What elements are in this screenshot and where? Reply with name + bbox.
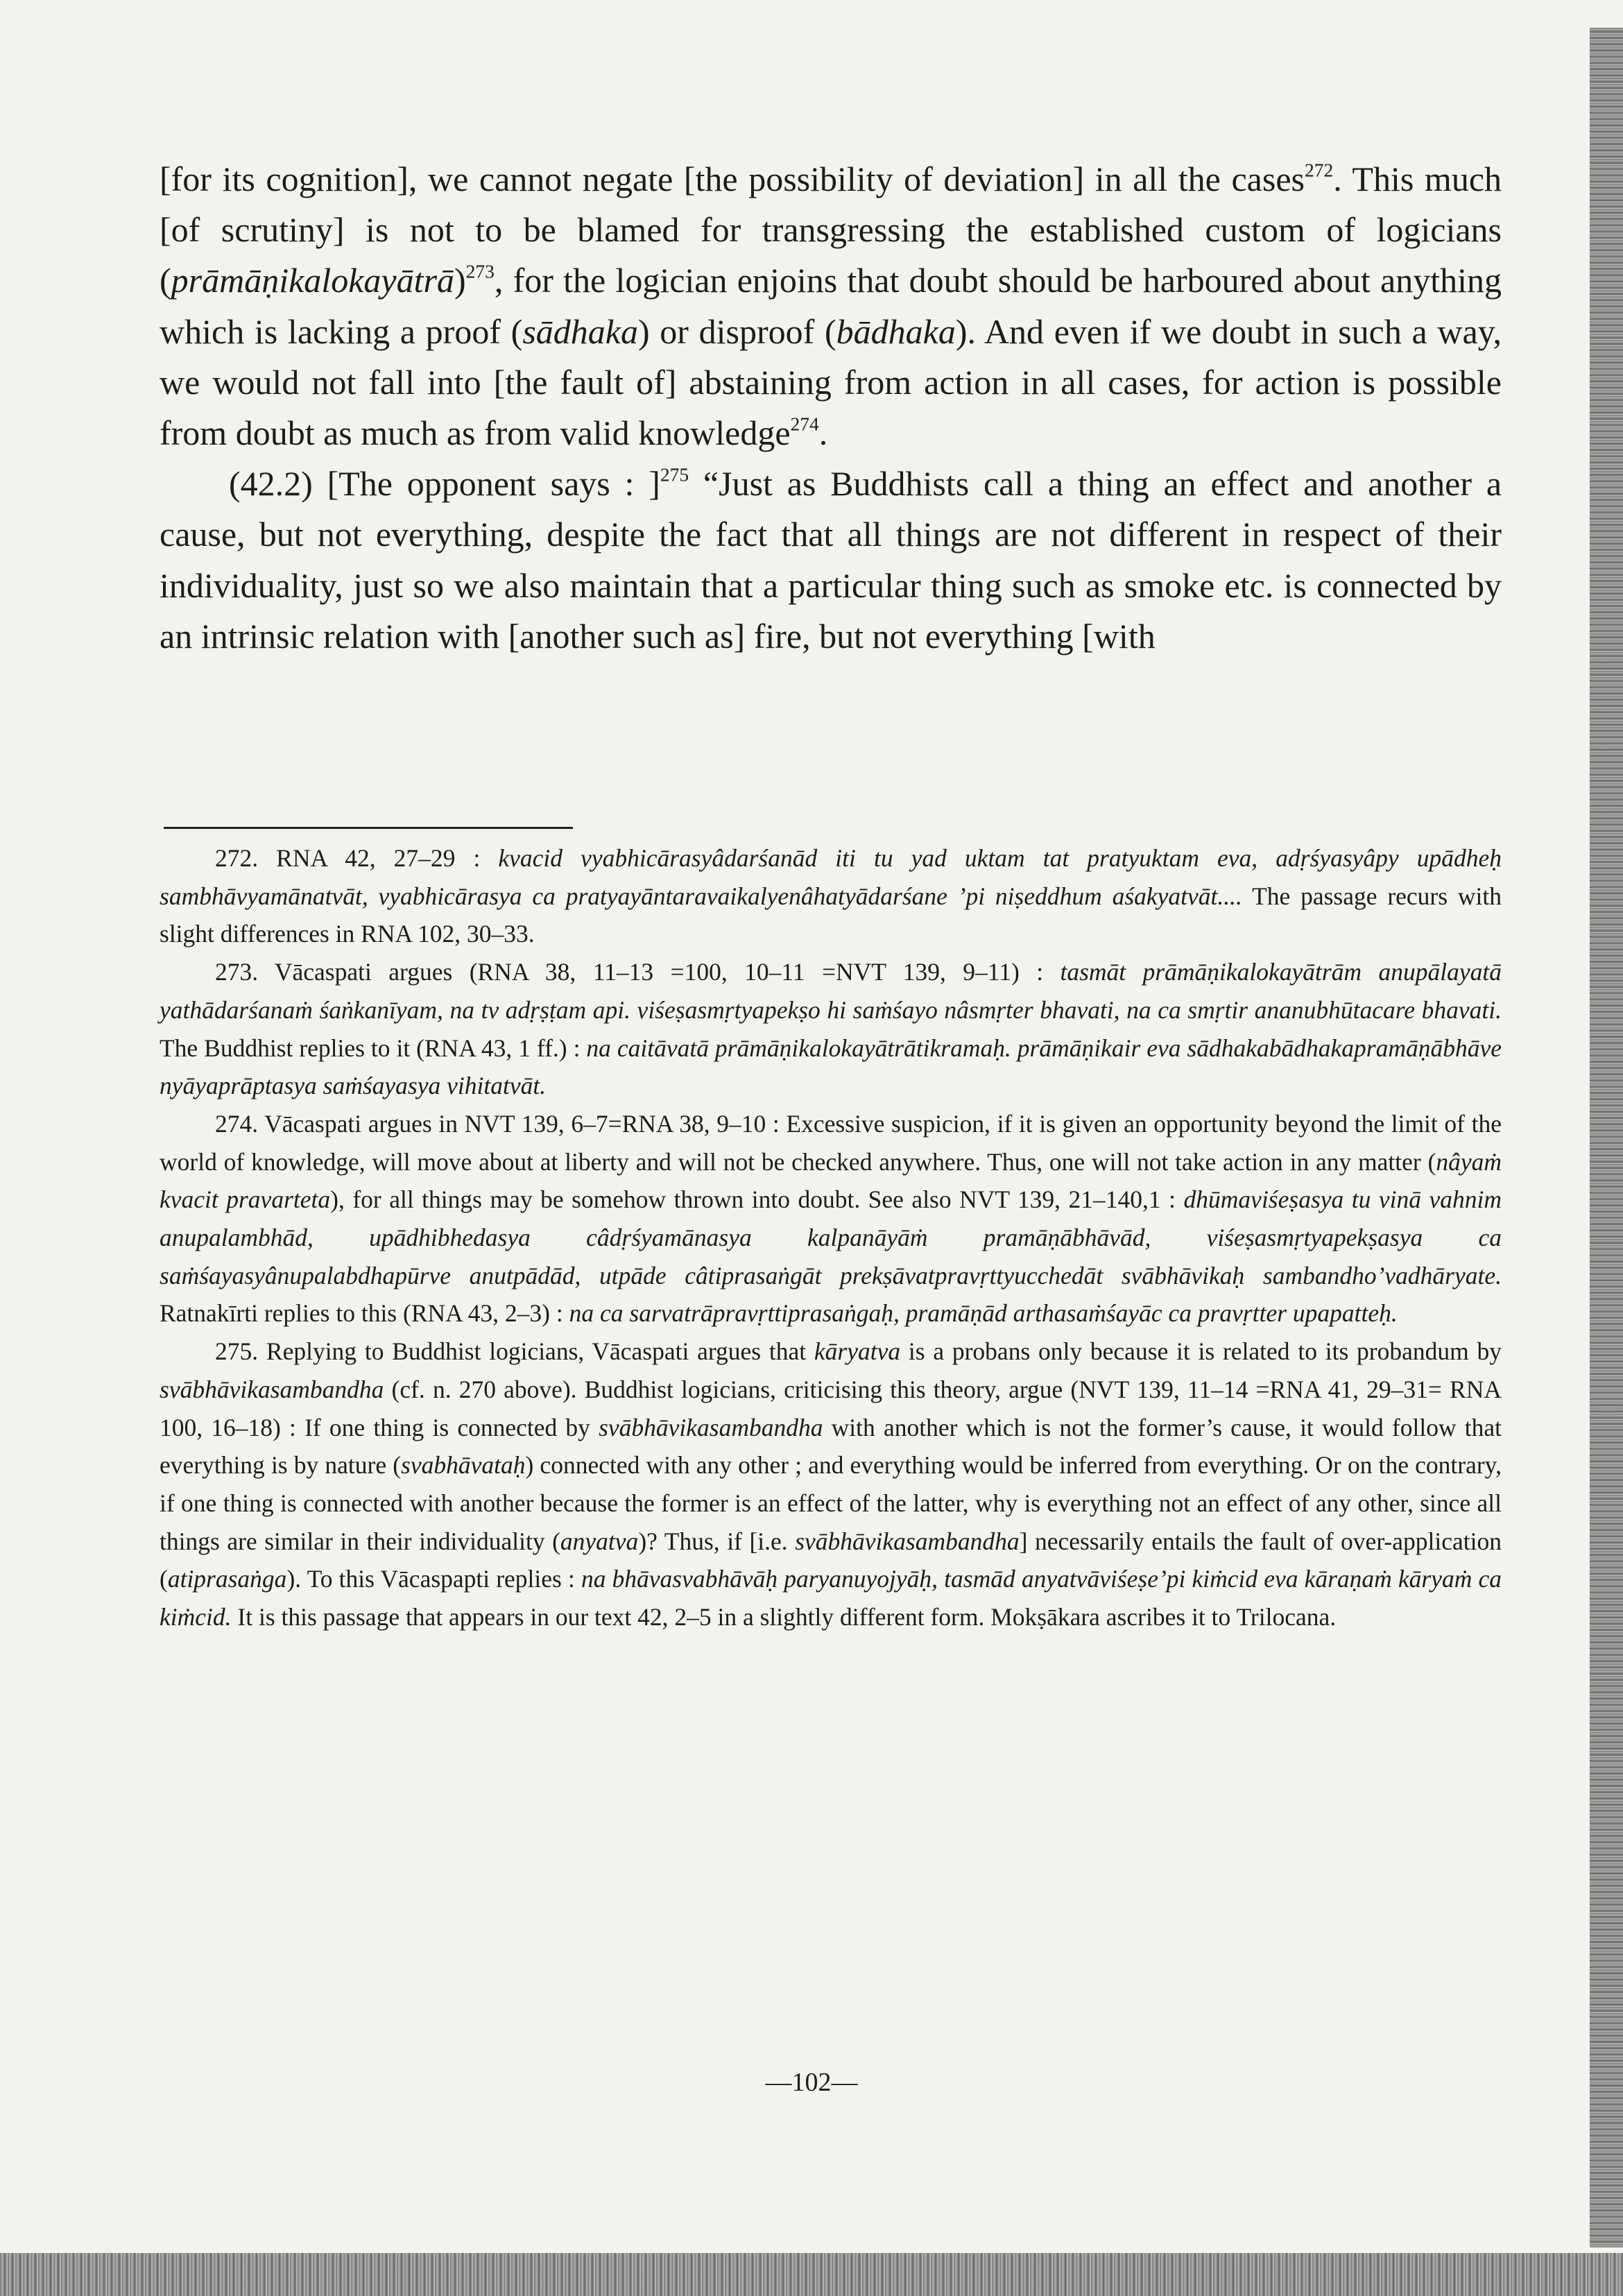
text-run: ) connected with any other ; and everything would be inferred from everything. Or on the contrary, if one thing is connected with another because the former is an effect of the latter, why is everything not an effect of any other, since all things are similar in their individuality ( <box>160 1451 1502 1555</box>
footnote-274 <box>160 1105 1502 1333</box>
text-run: ). To this Vācaspapti replies : <box>286 1565 581 1593</box>
italic-text: kāryatva <box>814 1337 901 1366</box>
italic-text: svābhāvikasambandha <box>160 1375 384 1403</box>
italic-text: bādhaka <box>836 311 956 351</box>
text-run: , for the logician enjoins that doubt should be harboured about anything which is lacking a proof ( <box>160 261 1502 351</box>
italic-text: na ca sarvatrāpravṛttiprasaṅgaḥ, pramāṇād arthasaṁśayāc ca pravṛtter upapatteḥ. <box>569 1299 1398 1328</box>
text-run: [for its cognition], we cannot negate [the possibility of deviation] in all the cases <box>160 160 1305 198</box>
footnotes <box>160 839 1502 1636</box>
text-run: ) or disproof ( <box>637 311 836 351</box>
main-text <box>160 154 1502 662</box>
italic-text: kvacid vyabhicārasyâdarśanād iti tu yad uktam tat pratyuktam eva, adṛśyasyâpy upādheḥ sambhāvyamānatvāt, vyabhicārasya ca pratyayāntaravaikalyenâhatyādarśane ’pi niṣeddhum aśakyatvāt.... <box>160 844 1502 910</box>
italic-text: svābhāvikasambandha <box>599 1413 823 1441</box>
footnote-ref: 273 <box>465 260 495 282</box>
italic-text: dhūmaviśeṣasya tu vinā vahnim anupalambhād, upādhibhedasya câdṛśyamānasya kalpanāyāṁ pramāṇābhāvād, viśeṣasmṛtyapekṣasya ca saṁśayasyânupalabdhapūrve anutpādād, utpāde câtiprasaṅgāt prekṣāvatpravṛttyucchedāt svābhāvikaḥ sambandho’vadhāryate. <box>160 1185 1502 1290</box>
text-run: )? Thus, if [i.e. <box>638 1527 796 1555</box>
footnote-ref: 274 <box>790 413 819 435</box>
italic-text: sādhaka <box>522 311 638 351</box>
italic-text: svābhāvikasambandha <box>795 1527 1020 1555</box>
text-run: 272. RNA 42, 27–29 : <box>215 844 499 872</box>
text-run: ) <box>454 261 466 300</box>
main-paragraph-1 <box>160 154 1502 459</box>
page-number: —102— <box>765 2068 858 2097</box>
footnote-275 <box>160 1333 1502 1636</box>
text-run: . This much [of scrutiny] is not to be blamed for transgressing the established custom of logicians ( <box>160 160 1502 300</box>
text-run: . <box>818 413 828 453</box>
text-run: “Just as Buddhists call a thing an effect and another a cause, but not everything, despite the fact that all things are not different in respect of their individuality, just so we also maintain that a particular thing such as smoke etc. is connected by an intrinsic relation with [another such as] fire, but not everything [with <box>160 464 1502 656</box>
text-run: The passage recurs with slight differences in RNA 102, 30–33. <box>160 882 1502 948</box>
italic-text: svabhāvataḥ <box>401 1451 526 1480</box>
text-run: Ratnakīrti replies to this (RNA 43, 2–3) : <box>160 1299 569 1328</box>
text-run: ). And even if we doubt in such a way, we would not fall into [the fault of] abstaining from action in all cases, for action is possible from doubt as much as from valid knowledge <box>160 311 1502 453</box>
footnote-273 <box>160 953 1502 1105</box>
italic-text: na caitāvatā prāmāṇikalokayātrātikramaḥ. prāmāṇikair eva sādhakabādhakapramāṇābhāve nyāyaprāptasya saṁśayasya vihitatvāt. <box>160 1034 1502 1100</box>
text-run: (42.2) [The opponent says : ] <box>229 464 660 504</box>
text-run: 274. Vācaspati argues in NVT 139, 6–7=RNA 38, 9–10 : Excessive suspicion, if it is given an opportunity beyond the limit of the world of knowledge, will move about at liberty and will not be checked anywhere. Thus, one will not take action in any matter ( <box>160 1109 1502 1176</box>
text-run: ] necessarily entails the fault of over-application ( <box>160 1527 1502 1593</box>
footnote-ref: 275 <box>660 463 689 486</box>
italic-text: atiprasaṅga <box>167 1565 287 1593</box>
italic-text: tasmāt prāmāṇikalokayātrām anupālayatā yathādarśanaṁ śaṅkanīyam, na tv adṛṣṭam api. viśeṣasmṛtyapekṣo hi saṁśayo nâsmṛter bhavati, na ca smṛtir ananubhūtacare bhavati. <box>160 958 1502 1024</box>
scan-edge-right <box>1590 28 1623 2247</box>
italic-text: anyatva <box>560 1527 639 1555</box>
scan-edge-bottom <box>0 2253 1623 2296</box>
text-run: is a probans only because it is related to its probandum by <box>900 1337 1502 1366</box>
text-run: with another which is not the former’s cause, it would follow that everything is by nature ( <box>160 1413 1502 1480</box>
text-run: 273. Vācaspati argues (RNA 38, 11–13 =100, 10–11 =NVT 139, 9–11) : <box>215 958 1060 986</box>
text-run: (cf. n. 270 above). Buddhist logicians, criticising this theory, argue (NVT 139, 11–14 =RNA 41, 29–31= RNA 100, 16–18) : If one thing is connected by <box>160 1375 1502 1441</box>
main-paragraph-2 <box>160 459 1502 662</box>
footnote-272 <box>160 839 1502 953</box>
text-run: It is this passage that appears in our text 42, 2–5 in a slightly different form. Mokṣākara ascribes it to Trilocana. <box>231 1603 1337 1631</box>
italic-text: na bhāvasvabhāvāḥ paryanuyojyāḥ, tasmād anyatvāviśeṣe’pi kiṁcid eva kāraṇaṁ kāryaṁ ca kiṁcid. <box>160 1565 1502 1631</box>
text-run: 275. Replying to Buddhist logicians, Vācaspati argues that <box>215 1337 814 1366</box>
text-run: ), for all things may be somehow thrown into doubt. See also NVT 139, 21–140,1 : <box>330 1185 1184 1214</box>
italic-text: prāmāṇikalokayātrā <box>171 261 454 300</box>
italic-text: nâyaṁ kvacit pravarteta <box>160 1147 1502 1214</box>
footnote-ref: 272 <box>1304 159 1334 181</box>
text-run: The Buddhist replies to it (RNA 43, 1 ff.) : <box>160 1034 587 1062</box>
footnote-separator <box>164 827 573 829</box>
